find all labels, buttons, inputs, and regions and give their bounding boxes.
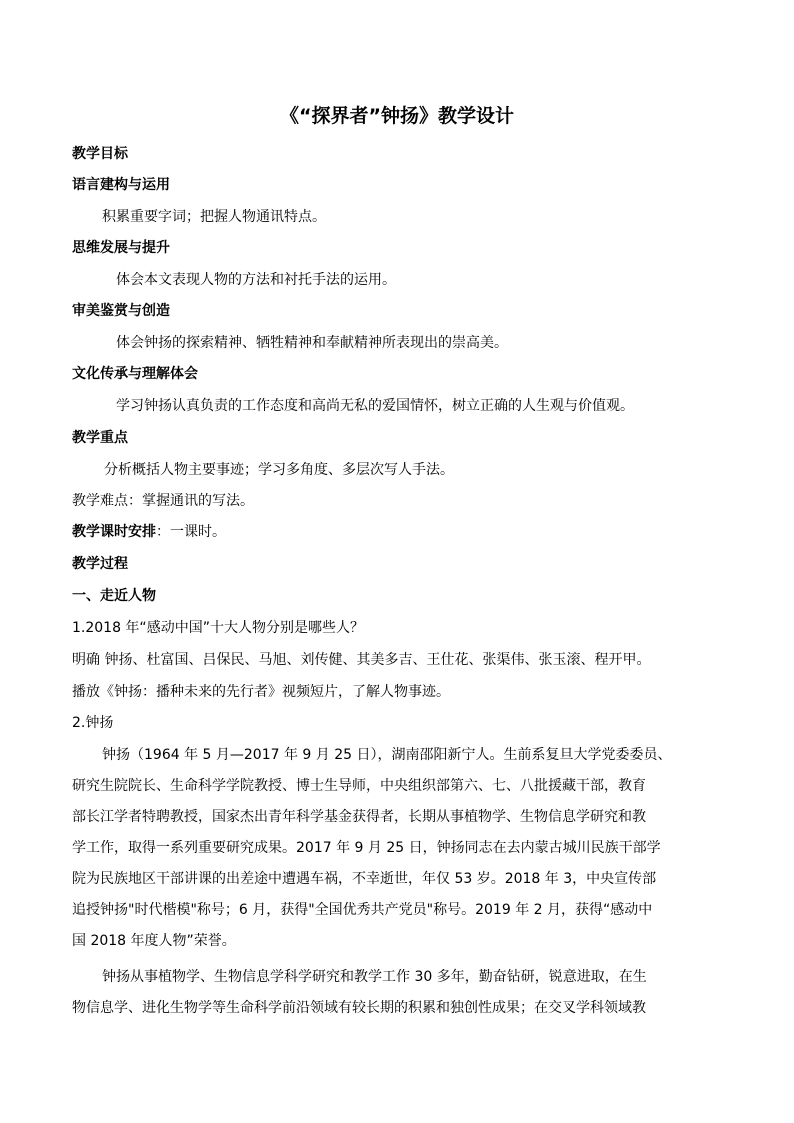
question-1-video: 播放《钟扬：播种未来的先行者》视频短片，了解人物事迹。 bbox=[72, 684, 450, 700]
research-paragraph bbox=[72, 962, 722, 1024]
difficulty-text: 教学难点：掌握通讯的写法。 bbox=[72, 493, 254, 509]
key-heading: 教学重点 bbox=[72, 430, 128, 446]
think-heading: 思维发展与提升 bbox=[72, 240, 170, 256]
culture-text: 学习钟扬认真负责的工作态度和高尚无私的爱国情怀，树立正确的人生观与价值观。 bbox=[116, 398, 634, 414]
question-1: 1.2018 年“感动中国”十大人物分别是哪些人？ bbox=[72, 620, 364, 636]
think-text: 体会本文表现人物的方法和衬托手法的运用。 bbox=[116, 272, 396, 288]
page-title: 《“探界者”钟扬》教学设计 bbox=[280, 105, 514, 127]
aesthetic-heading: 审美鉴赏与创造 bbox=[72, 303, 170, 319]
aesthetic-text: 体会钟扬的探索精神、牺牲精神和奉献精神所表现出的崇高美。 bbox=[116, 335, 508, 351]
schedule-label: 教学课时安排 bbox=[72, 524, 156, 540]
research-line: 物信息学、进化生物学等生命科学前沿领域有较长期的积累和独创性成果；在交叉学科领域教 bbox=[72, 1000, 646, 1016]
bio-line: 部长江学者特聘教授，国家杰出青年科学基金获得者，长期从事植物学、生物信息学研究和教 bbox=[72, 809, 646, 825]
item-2-heading: 2.钟扬 bbox=[72, 715, 114, 731]
bio-line: 钟扬（1964 年 5 月—2017 年 9 月 25 日），湖南邵阳新宁人。生前系复旦大学党委委员、 bbox=[102, 747, 672, 763]
culture-heading: 文化传承与理解体会 bbox=[72, 366, 198, 382]
bio-line: 研究生院院长、生命科学学院教授、博士生导师，中央组织部第六、七、八批援藏干部，教育 bbox=[72, 778, 646, 794]
goals-heading: 教学目标 bbox=[72, 146, 128, 162]
key-text: 分析概括人物主要事迹；学习多角度、多层次写人手法。 bbox=[104, 462, 454, 478]
part1-heading: 一、走近人物 bbox=[72, 588, 156, 604]
process-heading: 教学过程 bbox=[72, 556, 128, 572]
schedule-line bbox=[72, 521, 226, 543]
bio-line: 追授钟扬"时代楷模"称号；6 月，获得"全国优秀共产党员"称号。2019 年 2 月，获得“感动中 bbox=[72, 902, 653, 918]
schedule-text: ：一课时。 bbox=[156, 524, 226, 540]
bio-line: 院为民族地区干部讲课的出差途中遭遇车祸，不幸逝世，年仅 53 岁。2018 年 3，中央宣传部 bbox=[72, 871, 657, 887]
question-1-answer: 明确 钟扬、杜富国、吕保民、马旭、刘传健、其美多吉、王仕花、张渠伟、张玉滚、程开甲。 bbox=[72, 652, 651, 668]
bio-paragraph bbox=[72, 740, 722, 957]
bio-line: 学工作，取得一系列重要研究成果。2017 年 9 月 25 日，钟扬同志在去内蒙古城川民族干部学 bbox=[72, 840, 661, 856]
research-line: 钟扬从事植物学、生物信息学科学研究和教学工作 30 多年，勤奋钻研，锐意进取，在生 bbox=[102, 969, 647, 985]
lang-heading: 语言建构与运用 bbox=[72, 177, 170, 193]
bio-line: 国 2018 年度人物”荣誉。 bbox=[72, 933, 236, 949]
lang-text: 积累重要字词；把握人物通讯特点。 bbox=[102, 209, 326, 225]
